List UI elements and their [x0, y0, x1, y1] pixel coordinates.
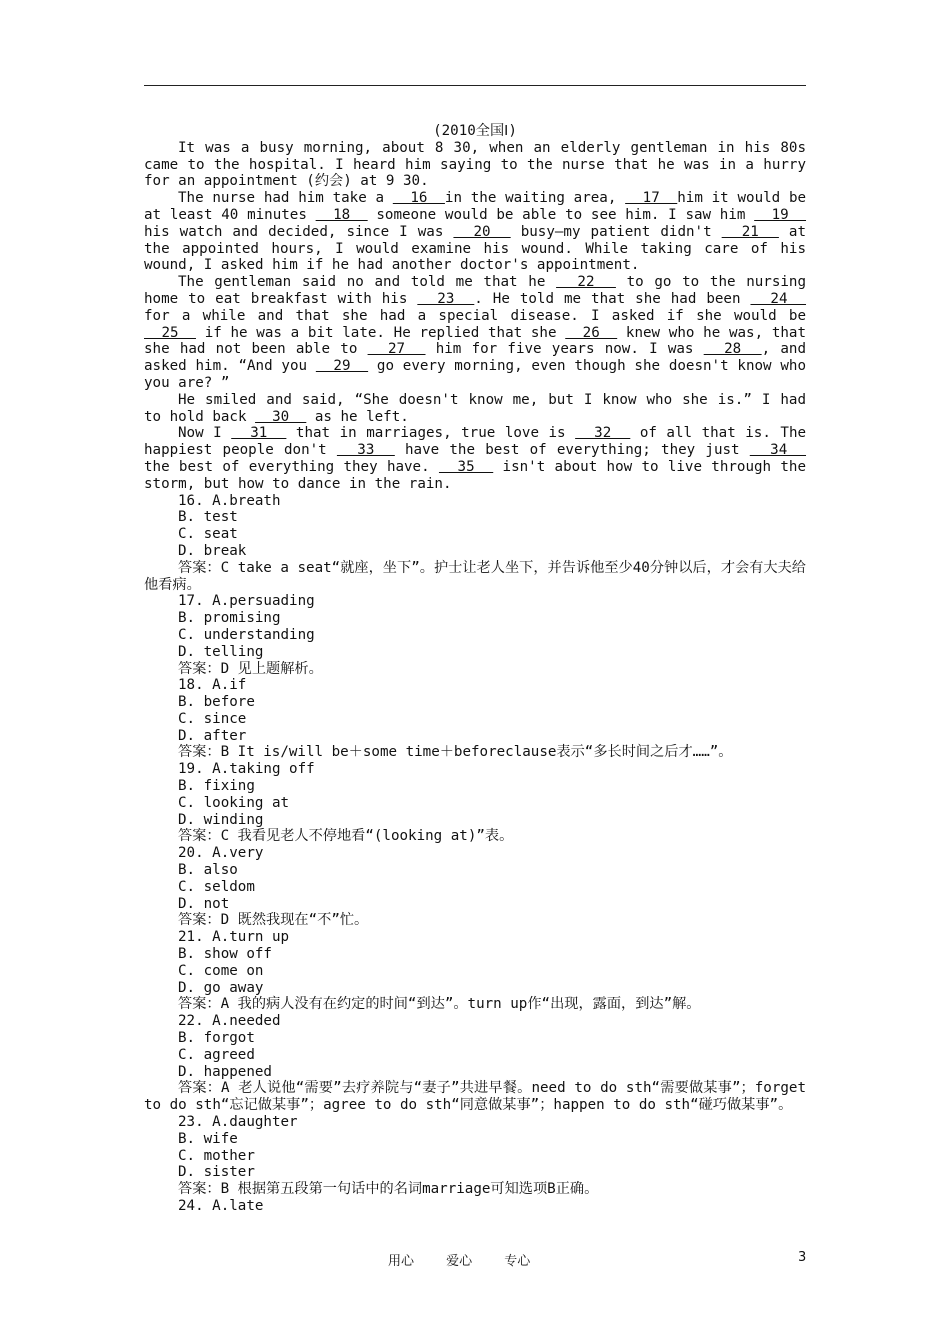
answer-option: D. telling [178, 643, 264, 660]
answer-option: 16. A.breath [178, 492, 281, 509]
cloze-blank: 23 [417, 290, 475, 307]
answer-option: C. mother [178, 1147, 255, 1164]
question-block [144, 1198, 806, 1215]
cloze-blank: 34 [749, 442, 807, 459]
passage-text: go every morning, even though she doesn't know who you are? ” [144, 358, 806, 391]
answer-option: D. happened [178, 1063, 272, 1080]
passage-text: isn't about how to live through the storm, but how to dance in the rain. [144, 458, 807, 492]
passage-paragraph [144, 140, 806, 190]
footer-motto: 用心 爱心 专心 [388, 1254, 531, 1269]
cloze-blank: 26 [565, 324, 618, 341]
passage-text: someone would be able to see him. I saw him [367, 206, 755, 223]
answer-explanation: 答案：B 根据第五段第一句话中的名词marriage可知选项B正确。 [178, 1181, 599, 1198]
answer-explanation: 答案：C 我看见老人不停地看“(looking at)”表。 [178, 828, 514, 845]
answer-option: D. after [178, 727, 247, 744]
passage-text: Now I [178, 425, 232, 442]
answer-option: C. seldom [178, 878, 255, 895]
passage-text: him for five years now. I was [425, 341, 704, 358]
question-block [144, 1013, 806, 1114]
answer-option: B. show off [178, 946, 272, 963]
page-title: (2010全国Ⅰ) [433, 123, 517, 139]
passage-text: his watch and decided, since I was [144, 223, 454, 240]
cloze-blank: 20 [453, 223, 511, 240]
cloze-blank: 16 [392, 190, 445, 207]
question-block [144, 929, 806, 1013]
cloze-blank: 18 [315, 206, 368, 223]
cloze-blank: 35 [438, 458, 494, 475]
passage-text: at the appointed hours, I would examine his wound. While taking care of his wound, I asked him if he had another doctor's appointment. [144, 223, 807, 274]
passage-text: , and asked him. “And you [144, 341, 807, 375]
cloze-blank: 22 [556, 274, 616, 291]
reading-passage [144, 140, 806, 493]
passage-text: have the best of everything; they just [394, 442, 750, 459]
answer-option: B. forgot [178, 1030, 255, 1047]
cloze-blank: 19 [754, 206, 807, 223]
answer-option: C. seat [178, 526, 238, 543]
answer-option: B. fixing [178, 778, 255, 795]
passage-text: busy—my patient didn't [510, 223, 722, 240]
question-block [144, 761, 806, 845]
answer-explanation: 答案：A 我的病人没有在约定的时间“到达”。turn up作“出现，露面，到达”解。 [178, 996, 701, 1013]
passage-text: him it would be at least 40 minutes [144, 190, 807, 223]
answer-option: B. wife [178, 1130, 238, 1147]
answer-option: 18. A.if [178, 677, 247, 694]
cloze-blank: 33 [336, 442, 395, 459]
passage-text: He smiled and said, “She doesn't know me, but I know who she is.” I had to hold back [144, 391, 806, 425]
cloze-blank: 24 [750, 290, 807, 307]
cloze-blank: 27 [367, 341, 426, 358]
cloze-blank: 25 [144, 324, 196, 341]
answer-option: D. go away [178, 979, 264, 996]
passage-paragraph [144, 392, 806, 426]
answer-option: 17. A.persuading [178, 593, 315, 610]
cloze-blank: 21 [721, 223, 779, 240]
cloze-blank: 31 [231, 425, 287, 442]
passage-text: It was a busy morning, about 8 30, when an elderly gentleman in his 80s came to the hospital. I heard him saying to the nurse that he was in a hurry for an appointment (约会) at 9 30. [144, 139, 806, 190]
question-block [144, 845, 806, 929]
answer-option: 21. A.turn up [178, 929, 290, 946]
answer-option: 20. A.very [178, 845, 264, 862]
answer-option: 19. A.taking off [178, 761, 315, 778]
answer-option: B. promising [178, 610, 281, 627]
answer-option: D. break [178, 542, 247, 559]
passage-text: to go to the nursing home to eat breakfast with his [144, 274, 807, 307]
answer-option: 24. A.late [178, 1198, 264, 1214]
answer-option: C. come on [178, 962, 264, 979]
answer-option: D. winding [178, 811, 264, 828]
answer-option: B. also [178, 862, 238, 879]
answer-option: C. since [178, 710, 247, 727]
question-block [144, 677, 806, 761]
passage-text: in the waiting area, [444, 190, 626, 207]
answer-explanation: 答案：C take a seat“就座，坐下”。护士让老人坐下，并告诉他至少40分钟以后，才会有大夫给他看病。 [144, 559, 806, 593]
cloze-blank: 30 [255, 408, 307, 425]
question-list [144, 493, 806, 1215]
answer-option: C. looking at [178, 794, 290, 811]
question-block [144, 593, 806, 677]
answer-option: D. not [178, 895, 230, 912]
answer-explanation: 答案：A 老人说他“需要”去疗养院与“妻子”共进早餐。need to do sth“需要做某事”；forget to do sth“忘记做某事”；agree to do sth“同意做某事”；happen to do sth“碰巧做某事”。 [144, 1080, 806, 1114]
answer-explanation: 答案：D 既然我现在“不”忙。 [178, 912, 369, 929]
answer-explanation: 答案：D 见上题解析。 [178, 660, 323, 677]
answer-option: 22. A.needed [178, 1013, 281, 1030]
passage-paragraph [144, 274, 806, 392]
passage-text: if he was a bit late. He replied that she [195, 324, 566, 341]
answer-option: B. test [178, 509, 238, 526]
cloze-blank: 28 [703, 341, 762, 358]
answer-option: C. understanding [178, 626, 315, 643]
answer-explanation: 答案：B It is/will be＋some time＋beforeclause表示“多长时间之后才……”。 [178, 744, 733, 761]
answer-option: D. sister [178, 1164, 255, 1181]
passage-text: as he left. [306, 408, 409, 425]
answer-option: B. before [178, 694, 255, 711]
passage-text: that in marriages, true love is [286, 425, 576, 442]
passage-paragraph [144, 425, 806, 492]
passage-text: The nurse had him take a [178, 190, 393, 207]
cloze-blank: 17 [625, 190, 678, 207]
question-block [144, 493, 806, 594]
answer-option: C. agreed [178, 1046, 255, 1063]
cloze-blank: 29 [315, 358, 369, 375]
cloze-blank: 32 [575, 425, 631, 442]
passage-paragraph [144, 190, 806, 274]
passage-text: of all that is. The happiest people don't [144, 425, 807, 459]
answer-option: 23. A.daughter [178, 1114, 298, 1131]
passage-text: knew who he was, that she had not been able to [144, 324, 807, 358]
header-rule [144, 85, 806, 86]
passage-text: The gentleman said no and told me that he [178, 274, 557, 291]
document-body [144, 123, 806, 1215]
page-number: 3 [798, 1250, 807, 1265]
passage-text: . He told me that she had been [474, 290, 751, 307]
question-block [144, 1114, 806, 1198]
passage-text: the best of everything they have. [144, 458, 439, 475]
passage-text: for a while and that she had a special disease. I asked if she would be [144, 307, 806, 324]
